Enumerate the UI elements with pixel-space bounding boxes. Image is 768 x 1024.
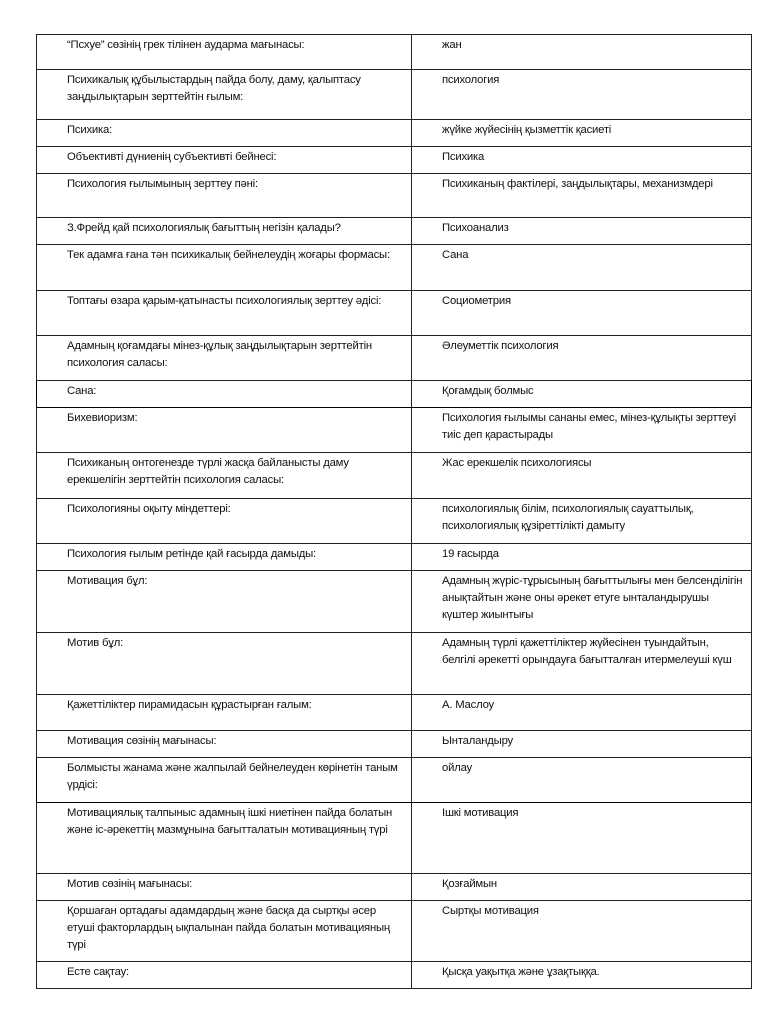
answer-cell: жан [412,35,752,70]
answer-cell: Әлеуметтік психология [412,336,752,381]
answer-cell: Қысқа уақытқа және ұзақтыққа. [412,962,752,989]
answer-cell: Қозғаймын [412,874,752,901]
table-row [37,336,752,381]
table-row [37,571,752,633]
answer-cell: Ынталандыру [412,731,752,758]
answer-cell: психология [412,70,752,120]
answer-cell: Адамның жүріс-тұрысының бағыттылығы мен белсенділігін анықтайтын және оны әрекет етуге ынталандырушы күштер жиынтығы [412,571,752,633]
question-cell: З.Фрейд қай психологиялық бағыттың негізін қалады? [37,218,412,245]
question-cell: Қажеттіліктер пирамидасын құрастырған ғалым: [37,695,412,731]
question-cell: Психиканың онтогенезде түрлі жасқа байланысты даму ерекшелігін зерттейтін психология саласы: [37,453,412,499]
question-cell: Болмысты жанама және жалпылай бейнелеуден көрінетін таным үрдісі: [37,758,412,803]
table-row [37,731,752,758]
question-cell: Есте сақтау: [37,962,412,989]
table-row [37,544,752,571]
table-row [37,381,752,408]
question-cell: Сана: [37,381,412,408]
table-row [37,35,752,70]
answer-cell: Ішкі мотивация [412,803,752,874]
question-cell: Психология ғылымының зерттеу пәні: [37,174,412,218]
table-row [37,499,752,544]
answer-cell: Социометрия [412,291,752,336]
table-row [37,408,752,453]
answer-cell: Психика [412,147,752,174]
answer-cell: А. Маслоу [412,695,752,731]
question-cell: Психология ғылым ретінде қай ғасырда дамыды: [37,544,412,571]
qa-table-body [37,35,752,989]
question-cell: Мотив бұл: [37,633,412,695]
question-cell: Мотивация бұл: [37,571,412,633]
table-row [37,453,752,499]
question-cell: Объективті дүниенің субъективті бейнесі: [37,147,412,174]
table-row [37,874,752,901]
table-row [37,633,752,695]
answer-cell: Жас ерекшелік психологиясы [412,453,752,499]
table-row [37,695,752,731]
table-row [37,174,752,218]
table-row [37,962,752,989]
answer-cell: жүйке жүйесінің қызметтік қасиеті [412,120,752,147]
question-cell: Мотив сөзінің мағынасы: [37,874,412,901]
question-cell: Мотивация сөзінің мағынасы: [37,731,412,758]
question-cell: Адамның қоғамдағы мінез-құлық заңдылықтарын зерттейтін психология саласы: [37,336,412,381]
table-row [37,803,752,874]
table-row [37,70,752,120]
answer-cell: Психоанализ [412,218,752,245]
table-row [37,218,752,245]
question-cell: Бихевиоризм: [37,408,412,453]
table-row [37,291,752,336]
question-cell: Мотивациялық талпыныс адамның ішкі ниетінен пайда болатын және іс-әрекеттің мазмұнына бағытталатын мотивацияның түрі [37,803,412,874]
question-cell: Қоршаған ортадағы адамдардың және басқа да сыртқы әсер етуші факторлардың ықпалынан пайда болатын мотивацияның түрі [37,901,412,962]
answer-cell: ойлау [412,758,752,803]
question-cell: Психикалық құбылыстардың пайда болу, даму, қалыптасу заңдылықтарын зерттейтін ғылым: [37,70,412,120]
table-row [37,901,752,962]
answer-cell: Сана [412,245,752,291]
question-cell: “Псхуе” сөзінің грек тілінен аударма мағынасы: [37,35,412,70]
table-row [37,245,752,291]
qa-table [36,34,752,989]
table-row [37,120,752,147]
answer-cell: Қоғамдық болмыс [412,381,752,408]
question-cell: Тек адамға ғана тән психикалық бейнелеудің жоғары формасы: [37,245,412,291]
question-cell: Психологияны оқыту міндеттері: [37,499,412,544]
answer-cell: Сыртқы мотивация [412,901,752,962]
answer-cell: психологиялық білім, психологиялық сауаттылық, психологиялық құзіреттілікті дамыту [412,499,752,544]
question-cell: Психика: [37,120,412,147]
answer-cell: 19 ғасырда [412,544,752,571]
answer-cell: Адамның түрлі қажеттіліктер жүйесінен туындайтын, белгілі әрекетті орындауға бағытталған итермелеуші күш [412,633,752,695]
answer-cell: Психиканың фактілері, заңдылықтары, механизмдері [412,174,752,218]
table-row [37,758,752,803]
question-cell: Топтағы өзара қарым-қатынасты психологиялық зерттеу әдісі: [37,291,412,336]
answer-cell: Психология ғылымы сананы емес, мінез-құлықты зерттеуі тиіс деп қарастырады [412,408,752,453]
table-row [37,147,752,174]
